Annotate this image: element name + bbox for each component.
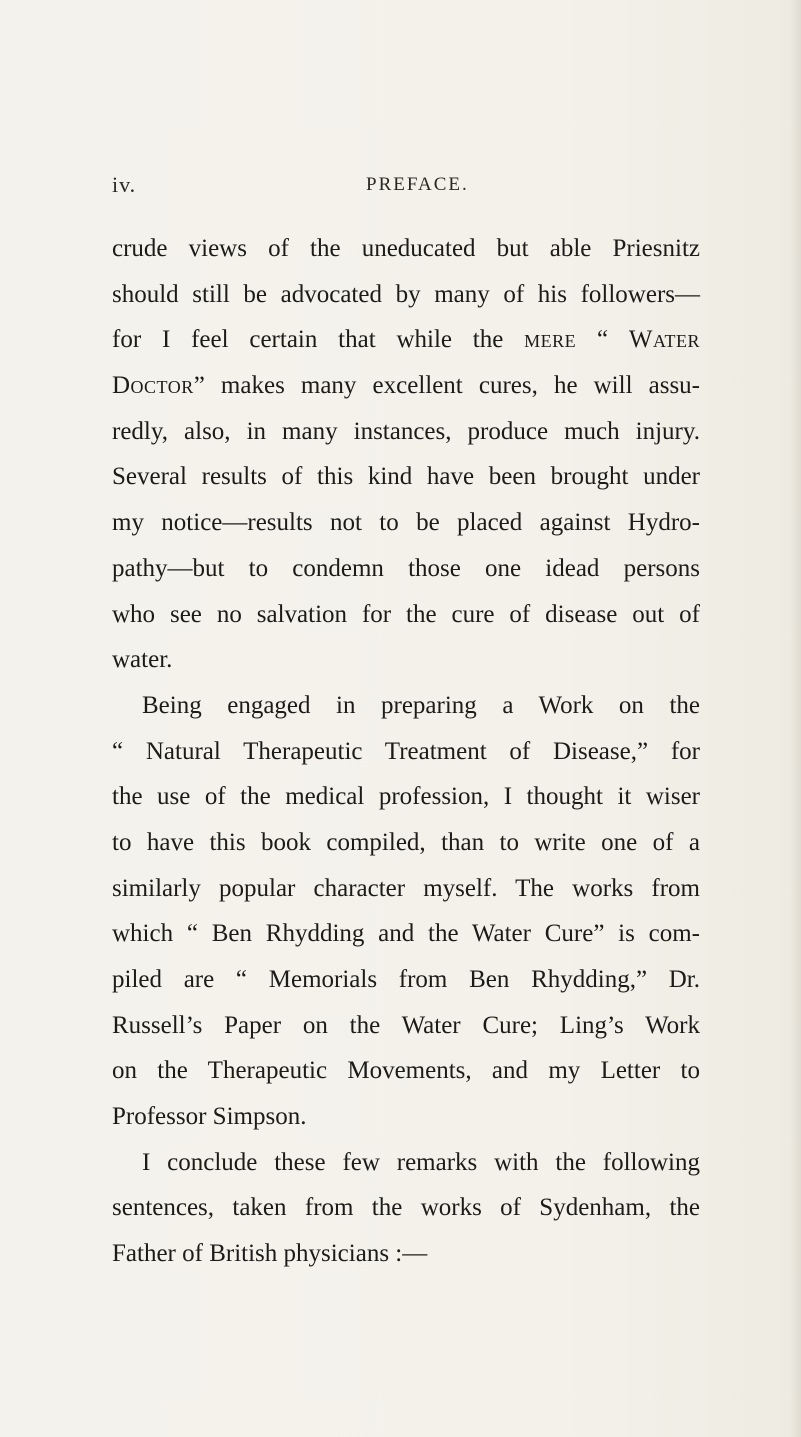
body-text — [112, 226, 700, 1277]
text-line: sentences, taken from the works of Sydenham, the — [112, 1194, 700, 1222]
text-line: which “ Ben Rhydding and the Water Cure” is com- — [112, 920, 700, 948]
text-line: similarly popular character myself. The works from — [112, 874, 700, 902]
text-line: the use of the medical profession, I thought it wiser — [112, 783, 700, 811]
text-line: on the Therapeutic Movements, and my Letter to — [112, 1057, 700, 1085]
small-caps-word: Water — [628, 326, 700, 354]
text-line: Several results of this kind have been brought under — [112, 463, 700, 491]
text-line — [112, 317, 700, 363]
small-caps-word: Doctor — [112, 372, 194, 400]
text-span: for I feel certain that while the — [112, 326, 525, 354]
text-line: Professor Simpson. — [112, 1103, 307, 1131]
page-number: iv. — [112, 172, 137, 197]
text-line: crude views of the uneducated but able Priesnitz — [112, 235, 700, 262]
text-line: Father of British physicians :— — [112, 1240, 428, 1268]
text-line: to have this book compiled, than to write one of a — [112, 828, 700, 856]
text-line: who see no salvation for the cure of disease out of — [112, 600, 700, 628]
text-line: Russell’s Paper on the Water Cure; Ling’s Work — [112, 1011, 700, 1039]
text-line: water. — [112, 646, 173, 674]
text-line — [112, 363, 700, 409]
text-line: my notice—results not to be placed against Hydro- — [112, 509, 700, 537]
small-caps-word: mere — [524, 326, 577, 354]
text-line: I conclude these few remarks with the following — [142, 1148, 700, 1176]
running-title: PREFACE. — [366, 174, 469, 195]
text-span: ” makes many excellent cures, he will assu- — [193, 372, 700, 400]
text-line: redly, also, in many instances, produce much injury. — [112, 417, 700, 445]
page-edge-shadow — [789, 0, 801, 1437]
text-line: pathy—but to condemn those one idead persons — [112, 554, 700, 582]
text-line: piled are “ Memorials from Ben Rhydding,” Dr. — [112, 966, 700, 993]
text-line: Being engaged in preparing a Work on the — [142, 691, 700, 719]
text-line: “ Natural Therapeutic Treatment of Disease,” for — [112, 737, 700, 765]
text-line: should still be advocated by many of his followers— — [112, 280, 700, 308]
running-head — [112, 172, 712, 202]
text-span: “ — [576, 326, 629, 354]
